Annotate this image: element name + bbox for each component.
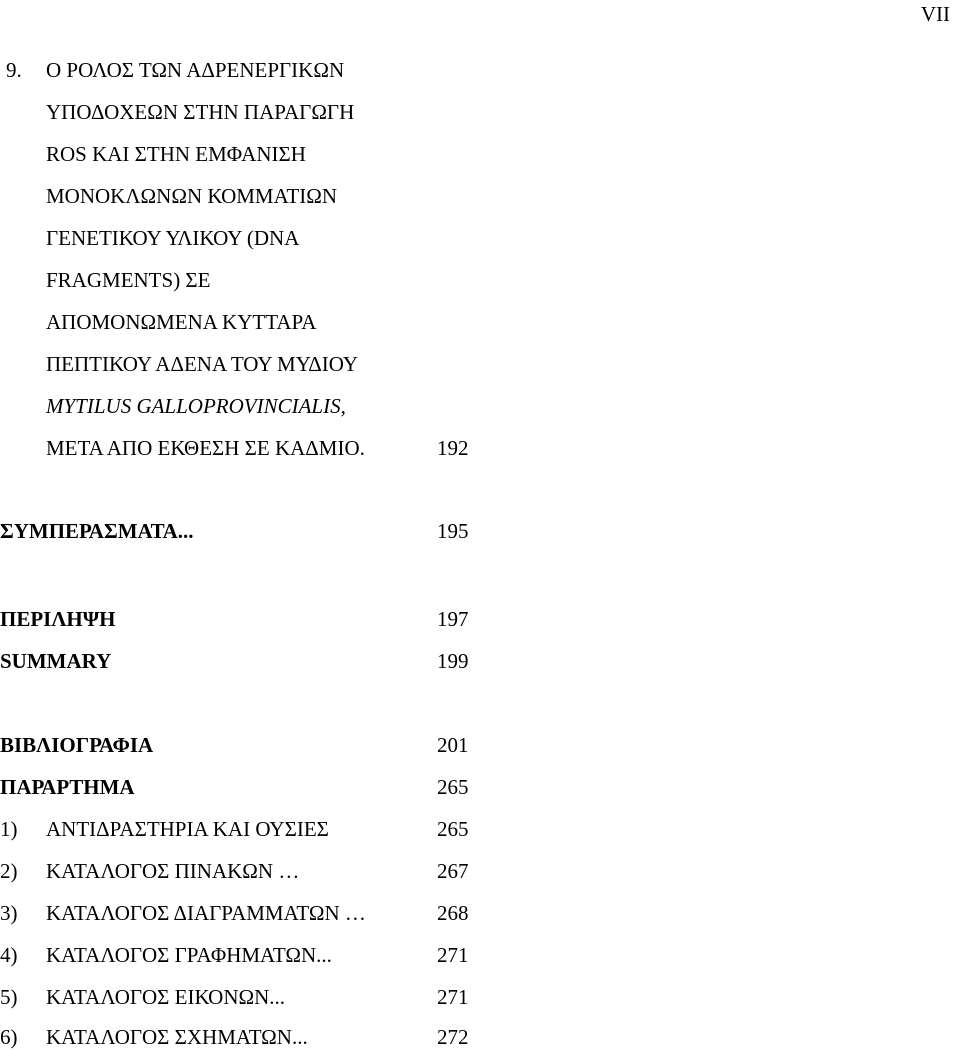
chapter-title-line: ΠΕΠΤΙΚΟΥ ΑΔΕΝΑ ΤΟΥ ΜΥΔΙΟΥ <box>46 352 359 376</box>
chapter-title-line: ROS ΚΑΙ ΣΤΗΝ ΕΜΦΑΝΙΣΗ <box>46 142 306 166</box>
appendix-item-title: ΑΝΤΙΔΡΑΣΤΗΡΙΑ ΚΑΙ ΟΥΣΙΕΣ <box>46 817 329 841</box>
appendix-item-number: 3) <box>0 901 18 925</box>
section-title: ΒΙΒΛΙΟΓΡΑΦΙΑ <box>0 733 154 757</box>
appendix-item-number: 1) <box>0 817 18 841</box>
appendix-item-number: 2) <box>0 859 18 883</box>
section-page-ref: 265 <box>437 775 469 799</box>
section-page-ref: 201 <box>437 733 469 757</box>
chapter-title-line: ΥΠΟΔΟΧΕΩΝ ΣΤΗΝ ΠΑΡΑΓΩΓΗ <box>46 100 355 124</box>
appendix-item-title: ΚΑΤΑΛΟΓΟΣ ΣΧΗΜΑΤΩΝ... <box>46 1025 308 1049</box>
chapter-page-ref: 192 <box>437 436 469 460</box>
chapter-title-line: ΜΕΤΑ ΑΠΟ ΕΚΘΕΣΗ ΣΕ ΚΑΔΜΙΟ. <box>46 436 365 460</box>
page-number: VII <box>920 2 950 26</box>
appendix-item-page-ref: 272 <box>437 1025 469 1049</box>
appendix-item-title: ΚΑΤΑΛΟΓΟΣ ΠΙΝΑΚΩΝ … <box>46 859 300 883</box>
section-page-ref: 195 <box>437 519 469 543</box>
chapter-title-line: FRAGMENTS) ΣΕ <box>46 268 211 292</box>
appendix-item-page-ref: 265 <box>437 817 469 841</box>
appendix-item-title: ΚΑΤΑΛΟΓΟΣ ΓΡΑΦΗΜΑΤΩΝ... <box>46 943 332 967</box>
appendix-item-number: 4) <box>0 943 18 967</box>
chapter-title-line: Ο ΡΟΛΟΣ ΤΩΝ ΑΔΡΕΝΕΡΓΙΚΩΝ <box>46 58 345 82</box>
appendix-item-page-ref: 267 <box>437 859 469 883</box>
chapter-title-line: ΑΠΟΜΟΝΩΜΕΝΑ ΚΥΤΤΑΡΑ <box>46 310 317 334</box>
section-title: SUMMARY <box>0 649 112 673</box>
appendix-item-page-ref: 271 <box>437 985 469 1009</box>
section-page-ref: 199 <box>437 649 469 673</box>
chapter-number: 9. <box>6 58 22 82</box>
section-title: ΣΥΜΠΕΡΑΣΜΑΤΑ... <box>0 519 194 543</box>
chapter-title-line: ΓΕΝΕΤΙΚΟΥ ΥΛΙΚΟΥ (DNA <box>46 226 300 250</box>
appendix-item-page-ref: 271 <box>437 943 469 967</box>
appendix-item-title: ΚΑΤΑΛΟΓΟΣ ΔΙΑΓΡΑΜΜΑΤΩΝ … <box>46 901 366 925</box>
section-title: ΠΑΡΑΡΤΗΜΑ <box>0 775 135 799</box>
appendix-item-title: ΚΑΤΑΛΟΓΟΣ ΕΙΚΟΝΩΝ... <box>46 985 286 1009</box>
section-title: ΠΕΡΙΛΗΨΗ <box>0 607 116 631</box>
appendix-item-number: 6) <box>0 1025 18 1049</box>
section-page-ref: 197 <box>437 607 469 631</box>
chapter-title-line-species: MYTILUS GALLOPROVINCIALIS, <box>46 394 346 418</box>
appendix-item-page-ref: 268 <box>437 901 469 925</box>
appendix-item-number: 5) <box>0 985 18 1009</box>
chapter-title-line: ΜΟΝΟΚΛΩΝΩΝ ΚΟΜΜΑΤΙΩΝ <box>46 184 338 208</box>
